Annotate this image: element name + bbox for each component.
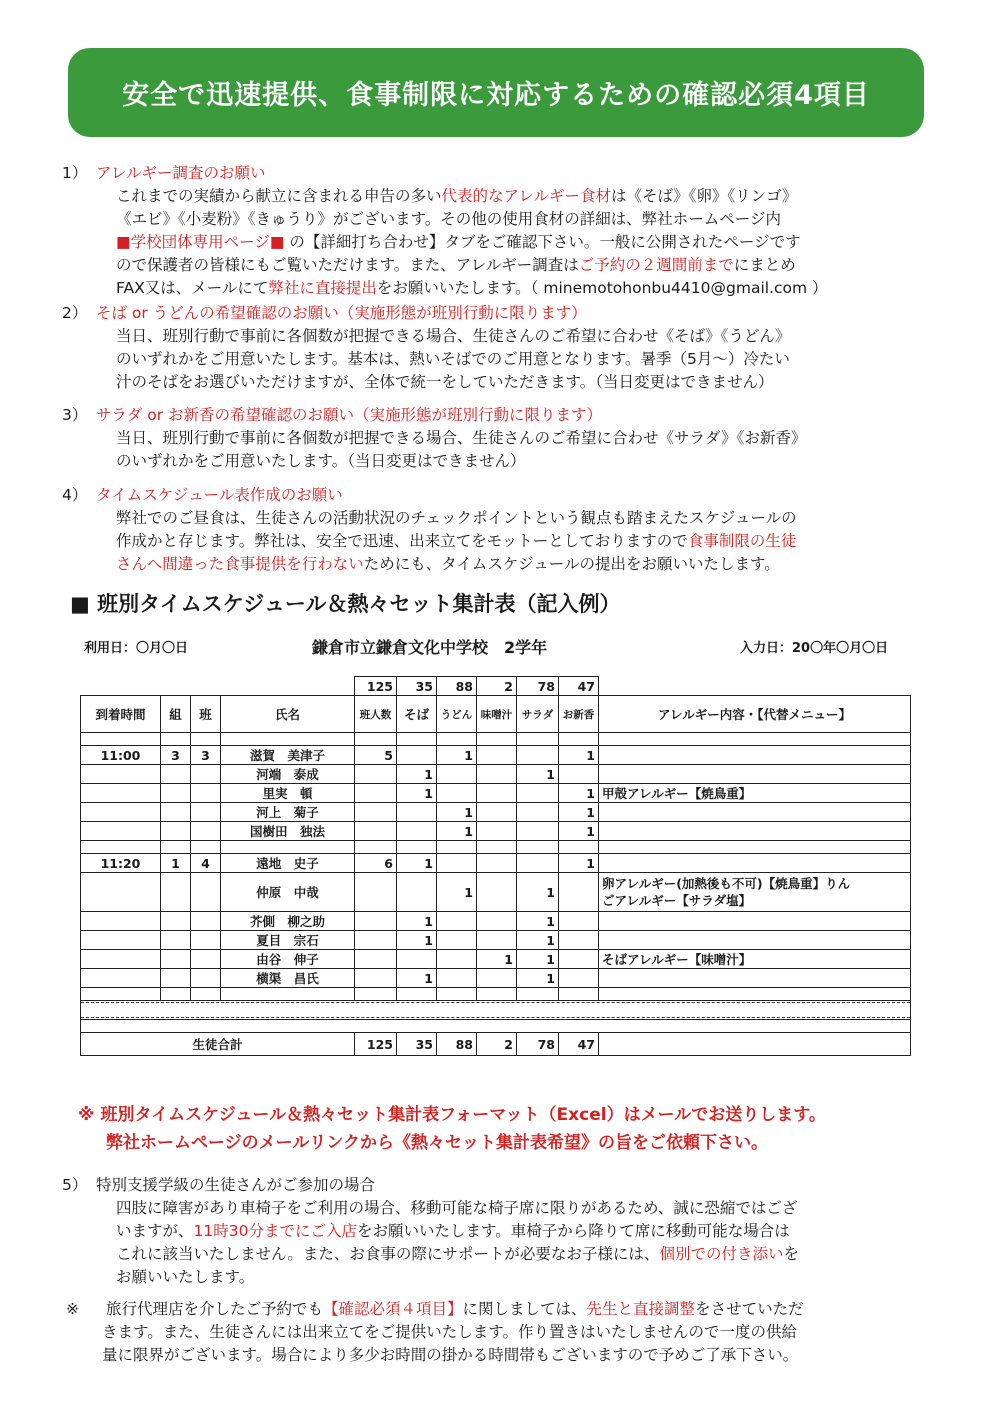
cell-soba: 1 [397,784,437,803]
cell-salad [517,822,559,841]
cell-ninzu [355,873,397,912]
cell-han [191,931,221,950]
cell-shinko [559,873,599,912]
section-title: 特別支援学級の生徒さんがご参加の場合 [96,1176,376,1194]
col-header: 味噌汁 [477,696,517,733]
text: 当日、班別行動で事前に各個数が把握できる場合、生徒さんのご希望に合わせ《そば》《うどん》 [116,327,791,345]
cell-han [191,969,221,988]
section-salad [62,404,932,473]
section-number: 3） [62,406,88,424]
highlight: 個別での付き添い [659,1245,784,1263]
table-row [81,822,911,841]
cell-name: 由谷 伸子 [221,950,355,969]
text: 作成かと存じます。弊社は、安全で迅速、出来立てをモットーとしておりますので [116,532,688,550]
col-header: そば [397,696,437,733]
section-special-support [62,1174,932,1289]
table-row [81,803,911,822]
request-notice: 弊社ホームページのメールリンクから《熱々セット集計表希望》の旨をご依頼下さい。 [106,1133,768,1153]
cell-allergy [599,873,911,912]
banner-title: 安全で迅速提供、食事制限に対応するための確認必須4項目 [122,80,870,111]
col-header: アレルギー内容・【代替メニュー】 [599,696,911,733]
spacer-row [81,988,911,1001]
cell-time: 11:20 [81,854,161,873]
cell-allergy [599,746,911,765]
cell-allergy [599,803,911,822]
spacer-row [81,1020,911,1033]
total-shinko: 47 [559,677,599,696]
total-miso: 2 [477,1033,517,1056]
cell-time: 11:00 [81,746,161,765]
section-title: アレルギー調査のお願い [96,164,266,182]
table-row [81,765,911,784]
table-row [81,873,911,912]
text: ので保護者の皆様にもご覧いただけます。また、アレルギー調査は [116,256,579,274]
col-header: 組 [161,696,191,733]
email-text: をお願いいたします。（ minemotohonbu4410@gmail.com ） [376,279,828,297]
text: の【詳細打ち合わせ】タブをご確認下さい。一般に公開されたページです [284,233,801,251]
text: は《そば》《卵》《リンゴ》 [611,187,798,205]
cell-miso [477,931,517,950]
cell-time [81,784,161,803]
cell-allergy [599,765,911,784]
cell-kumi [161,765,191,784]
cell-name: 横渠 昌氏 [221,969,355,988]
cell-han [191,873,221,912]
cell-soba: 1 [397,969,437,988]
cell-han [191,803,221,822]
table-row [81,854,911,873]
highlight: 弊社に直接提出 [268,279,377,297]
cell-han [191,784,221,803]
cell-ninzu [355,931,397,950]
cell-ninzu [355,822,397,841]
col-header: サラダ [517,696,559,733]
cell-ninzu [355,912,397,931]
cell-salad [517,746,559,765]
cell-soba: 1 [397,931,437,950]
cell-ninzu [355,950,397,969]
col-header: 班 [191,696,221,733]
text: にまとめ [733,256,796,274]
text: のいずれかをご用意いたします。基本は、熱いそばでのご用意となります。暑季（5月〜）冷たい [116,350,790,368]
section-title: そば or うどんの希望確認のお願い（実施形態が班別行動に限ります） [96,304,587,322]
table-row [81,912,911,931]
col-header: お新香 [559,696,599,733]
highlight: 代表的なアレルギー食材 [441,187,612,205]
agency-note [62,1298,932,1367]
total-ninzu: 125 [355,1033,397,1056]
cell-ninzu [355,803,397,822]
cell-miso [477,854,517,873]
cell-shinko [559,931,599,950]
cell-time [81,912,161,931]
spacer-row [81,733,911,746]
totals-top-row [81,677,911,696]
cell-miso [477,765,517,784]
cell-ninzu [355,969,397,988]
total-soba: 35 [397,1033,437,1056]
total-label: 生徒合計 [81,1033,355,1056]
cell-soba: 1 [397,912,437,931]
cell-time [81,969,161,988]
cell-name: 国樹田 独法 [221,822,355,841]
col-header: 氏名 [221,696,355,733]
cell-kumi [161,784,191,803]
cell-name: 仲原 中哉 [221,873,355,912]
cell-han: 4 [191,854,221,873]
cell-udon [437,912,477,931]
cell-udon: 1 [437,873,477,912]
header-row [81,696,911,733]
table-row [81,969,911,988]
cell-soba [397,803,437,822]
cell-miso [477,803,517,822]
cell-name: 夏目 宗石 [221,931,355,950]
cell-allergy [599,969,911,988]
cell-soba [397,746,437,765]
cell-salad: 1 [517,969,559,988]
cell-shinko: 1 [559,822,599,841]
col-header: うどん [437,696,477,733]
cell-salad [517,803,559,822]
cell-allergy: そばアレルギー【味噌汁】 [599,950,911,969]
cell-shinko [559,969,599,988]
cell-miso [477,873,517,912]
cell-udon: 1 [437,746,477,765]
total-ninzu: 125 [355,677,397,696]
total-salad: 78 [517,677,559,696]
cell-shinko: 1 [559,803,599,822]
cell-salad: 1 [517,912,559,931]
schedule-table [80,676,911,1056]
cell-salad: 1 [517,931,559,950]
highlight: 先生と直接調整 [586,1300,696,1318]
spacer-row [81,841,911,854]
cell-kumi [161,969,191,988]
grand-total-row [81,1033,911,1056]
cell-salad [517,854,559,873]
section-title: サラダ or お新香の希望確認のお願い（実施形態が班別行動に限ります） [96,406,603,424]
cell-allergy [599,931,911,950]
section-number: 5） [62,1176,88,1194]
cell-name: 河上 菊子 [221,803,355,822]
text: を [783,1245,799,1263]
cell-han [191,765,221,784]
cell-salad: 1 [517,950,559,969]
text: 《エビ》《小麦粉》《きゅうり》がございます。その他の使用食材の詳細は、弊社ホームページ内 [116,210,781,228]
text: 弊社でのご昼食は、生徒さんの活動状況のチェックポイントという観点も踏まえたスケジュールの [116,509,797,527]
cell-udon [437,931,477,950]
cell-shinko [559,912,599,931]
cell-time [81,873,161,912]
cell-kumi [161,803,191,822]
cell-miso [477,969,517,988]
cell-time [81,931,161,950]
highlight: 食事制限の生徒 [687,532,797,550]
cell-time [81,822,161,841]
cell-ninzu [355,784,397,803]
cell-ninzu [355,765,397,784]
cell-udon [437,765,477,784]
total-miso: 2 [477,677,517,696]
cell-name: 遠地 史子 [221,854,355,873]
section-number: 2） [62,304,88,322]
table-row [81,931,911,950]
total-salad: 78 [517,1033,559,1056]
cell-time [81,950,161,969]
col-header: 到着時間 [81,696,161,733]
cell-soba: 1 [397,765,437,784]
text: をさせていただ [695,1300,804,1318]
text: 当日、班別行動で事前に各個数が把握できる場合、生徒さんのご希望に合わせ《サラダ》《お新香》 [116,429,807,447]
total-udon: 88 [437,1033,477,1056]
school-page-link: ■学校団体専用ページ■ [116,233,285,251]
cell-shinko: 1 [559,854,599,873]
cell-udon: 1 [437,803,477,822]
cell-name: 河端 泰成 [221,765,355,784]
total-udon: 88 [437,677,477,696]
table-row [81,784,911,803]
section-soba-udon [62,302,932,394]
cell-allergy [599,912,911,931]
use-date: 利用日：〇月〇日 [84,641,189,656]
highlight: 【確認必須４項目】 [323,1300,463,1318]
cell-miso [477,912,517,931]
cell-name: 里実 頓 [221,784,355,803]
cell-allergy [599,854,911,873]
cell-kumi [161,822,191,841]
total-shinko: 47 [559,1033,599,1056]
cell-miso [477,822,517,841]
cell-kumi: 1 [161,854,191,873]
table-heading: ■ 班別タイムスケジュール＆熱々セット集計表（記入例） [70,592,621,616]
text: これに該当いたしません。また、お食事の際にサポートが必要なお子様には、 [116,1245,660,1263]
cell-udon [437,784,477,803]
section-allergy [62,162,932,300]
section-schedule [62,484,932,576]
cell-kumi [161,873,191,912]
text: 四肢に障害があり車椅子をご利用の場合、移動可能な椅子席に限りがあるため、誠に恐縮ではござ [116,1199,798,1217]
input-date: 入力日：20〇年〇月〇日 [740,641,889,656]
cell-udon [437,950,477,969]
text: ためにも、タイムスケジュールの提出をお願いいたします。 [363,555,780,573]
cell-han [191,822,221,841]
text: いますが、 [116,1222,194,1240]
cell-allergy [599,822,911,841]
cell-allergy-line: ごアレルギー【サラダ塩】 [602,893,752,908]
cell-soba [397,822,437,841]
cell-udon [437,969,477,988]
cell-soba [397,950,437,969]
cell-han [191,912,221,931]
cell-allergy-line: 卵アレルギー(加熱後も不可)【焼鳥重】りん [602,876,851,891]
cell-soba: 1 [397,854,437,873]
section-number: 4） [62,486,88,504]
cell-han [191,950,221,969]
cell-salad: 1 [517,765,559,784]
cell-salad: 1 [517,873,559,912]
cell-name: 芥側 柳之助 [221,912,355,931]
school-name: 鎌倉市立鎌倉文化中学校 2学年 [312,638,548,657]
text: FAX又は、メールにて [116,279,269,297]
cell-shinko: 1 [559,784,599,803]
cell-allergy: 甲殻アレルギー【焼鳥重】 [599,784,911,803]
text: これまでの実績から献立に含まれる申告の多い [116,187,442,205]
text: きます。また、生徒さんには出来立てをご提供いたします。作り置きはいたしませんので一度の供給 [102,1323,798,1341]
section-title: タイムスケジュール表作成のお願い [96,486,343,504]
cell-shinko [559,950,599,969]
cell-soba [397,873,437,912]
total-soba: 35 [397,677,437,696]
text: お願いいたします。 [116,1268,255,1286]
cell-ninzu: 6 [355,854,397,873]
cell-udon: 1 [437,822,477,841]
col-header: 班人数 [355,696,397,733]
cell-han: 3 [191,746,221,765]
table-row [81,746,911,765]
cell-miso: 1 [477,950,517,969]
text: 汁のそばをお選びいただけますが、全体で統一をしていただきます。（当日変更はできません） [116,373,774,391]
cell-miso [477,746,517,765]
excel-notice: ※ 班別タイムスケジュール＆熱々セット集計表フォーマット（Excel）はメールでお送りします。 [78,1105,826,1125]
highlight: 11時30分までにご入店 [193,1222,357,1240]
omitted-rows-marker [81,1001,911,1020]
table-row [81,950,911,969]
section-number: 1） [62,164,88,182]
cell-udon [437,854,477,873]
cell-kumi [161,912,191,931]
highlight: ご予約の２週間前まで [578,256,734,274]
cell-ninzu: 5 [355,746,397,765]
text: に関しましては、 [462,1300,587,1318]
note-mark: ※ [66,1300,79,1318]
cell-shinko: 1 [559,746,599,765]
cell-time [81,803,161,822]
title-banner [68,48,924,137]
cell-miso [477,784,517,803]
cell-kumi [161,950,191,969]
cell-name: 滋賀 美津子 [221,746,355,765]
dashed-line [81,1017,910,1018]
text: 旅行代理店を介したご予約でも [106,1300,324,1318]
text: をお願いいたします。車椅子から降りて席に移動可能な場合は [356,1222,790,1240]
highlight: さんへ間違った食事提供を行わない [116,555,364,573]
cell-salad [517,784,559,803]
cell-time [81,765,161,784]
text: のいずれかをご用意いたします。（当日変更はできません） [116,452,526,470]
cell-shinko [559,765,599,784]
text: 量に限界がございます。場合により多少お時間の掛かる時間帯もございますので予めご了承下さい。 [102,1346,799,1364]
cell-kumi: 3 [161,746,191,765]
cell-kumi [161,931,191,950]
